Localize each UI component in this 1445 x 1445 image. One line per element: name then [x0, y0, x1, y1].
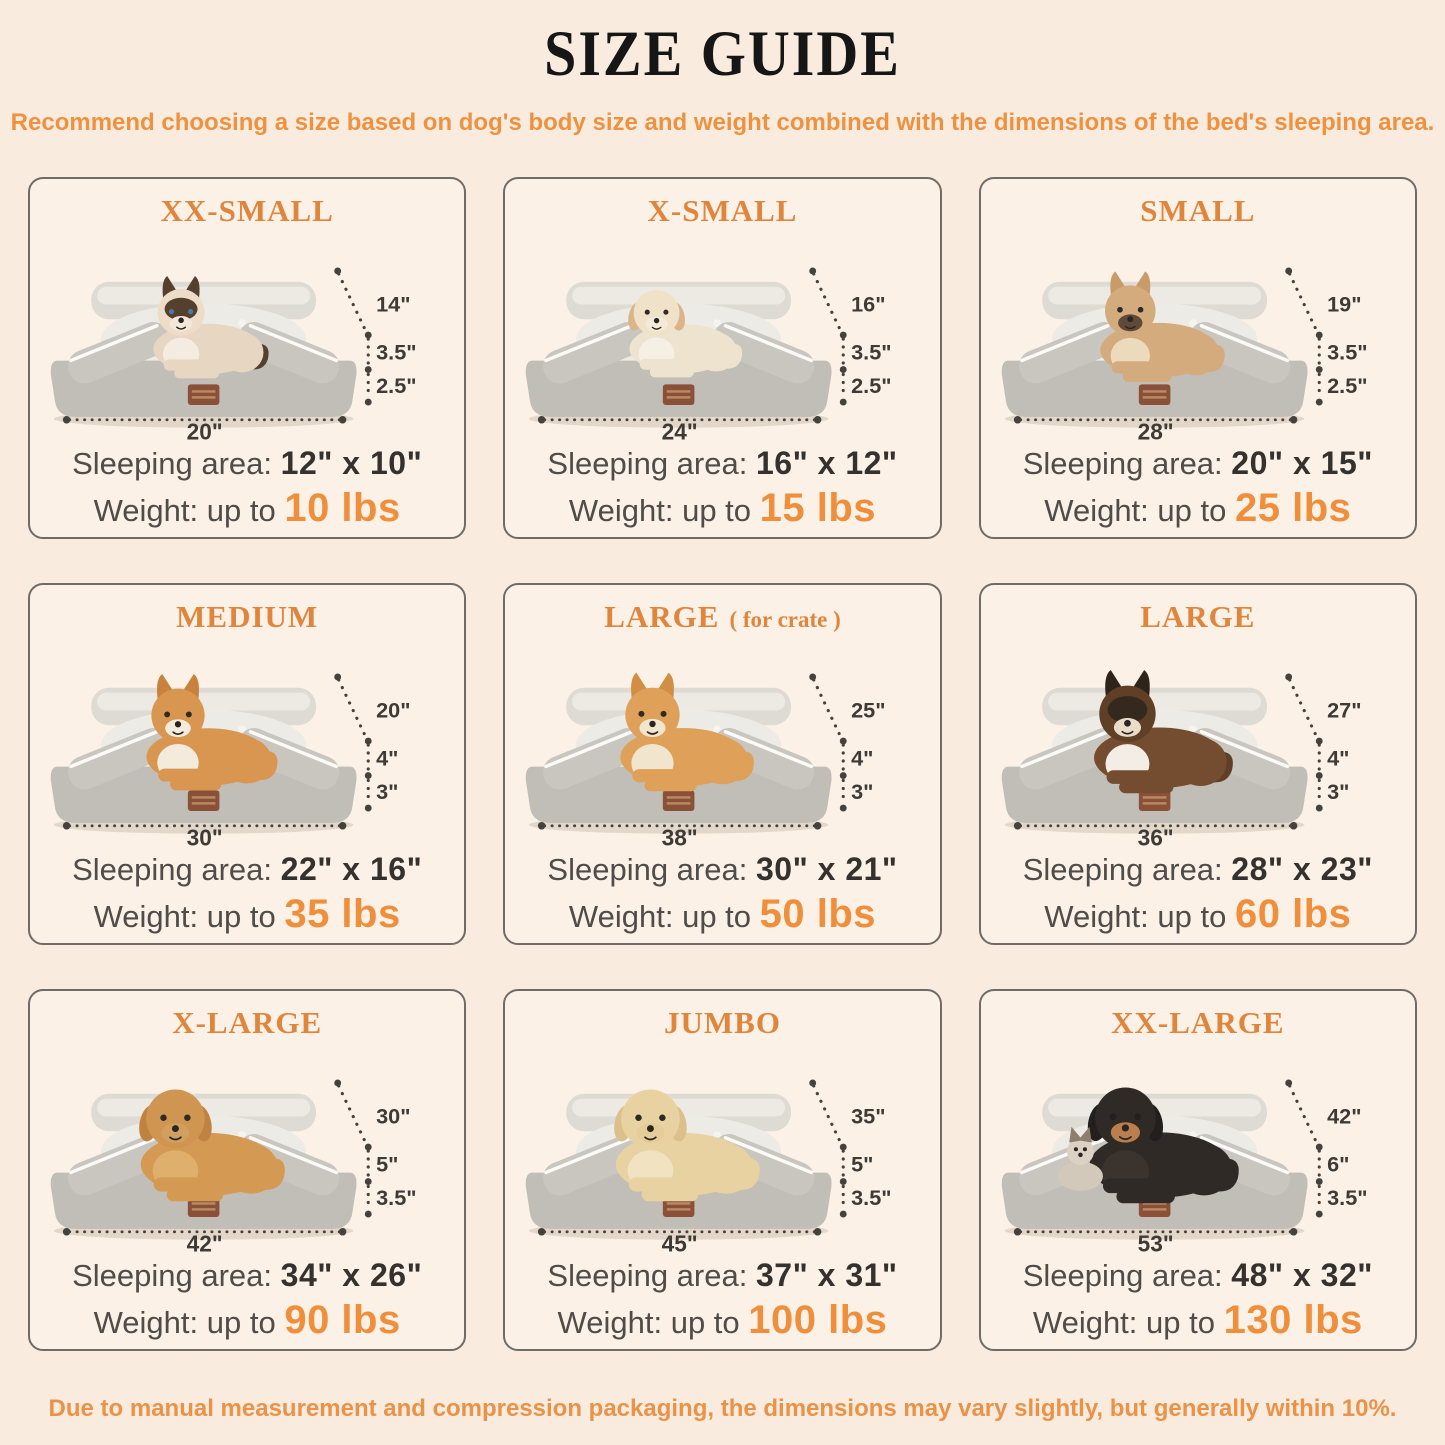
card-size-title — [664, 1005, 781, 1041]
weight-label: Weight: — [93, 899, 199, 934]
weight-label: Weight: — [568, 493, 674, 528]
sleeping-area-line — [547, 445, 897, 482]
bed-label-tag — [188, 384, 220, 405]
dim-label-width: 38" — [662, 824, 699, 849]
size-card-jumbo — [503, 989, 941, 1351]
weight-value: 130 lbs — [1223, 1298, 1363, 1342]
dim-label-lower-height: 3.5" — [376, 1185, 417, 1211]
bed-illustration — [40, 1043, 454, 1255]
card-size-title — [172, 1005, 322, 1041]
dim-label-width: 28" — [1137, 418, 1174, 443]
dim-label-diagonal: 16" — [851, 291, 887, 317]
size-grid — [28, 177, 1417, 1351]
dim-label-diagonal: 42" — [1326, 1103, 1362, 1129]
weight-label: Weight: — [557, 1305, 663, 1340]
weight-line — [569, 892, 876, 937]
bed-illustration — [991, 637, 1405, 849]
sleeping-area-value: 20" x 15" — [1231, 445, 1373, 481]
sleeping-area-line — [72, 1257, 422, 1294]
sleeping-area-line — [1023, 1257, 1373, 1294]
sleeping-area-value: 34" x 26" — [280, 1257, 423, 1293]
page-title: SIZE GUIDE — [544, 16, 901, 90]
weight-prefix: up to — [206, 1305, 276, 1340]
card-size-title — [1111, 1005, 1284, 1041]
weight-value: 90 lbs — [284, 1298, 401, 1342]
dim-label-diagonal: 27" — [1326, 697, 1362, 723]
card-size-title — [648, 193, 798, 229]
size-label: JUMBO — [664, 1005, 781, 1040]
card-size-title — [1140, 599, 1255, 635]
size-label: X-LARGE — [172, 1005, 323, 1040]
weight-line — [558, 1298, 888, 1343]
bed-label-tag — [663, 790, 695, 811]
weight-prefix: up to — [1146, 1305, 1215, 1340]
weight-line — [569, 486, 876, 531]
weight-value: 15 lbs — [759, 486, 877, 530]
bed-label-tag — [1139, 384, 1171, 405]
sleeping-area-value: 48" x 32" — [1231, 1257, 1373, 1293]
sleeping-area-value: 37" x 31" — [755, 1257, 898, 1293]
weight-prefix: up to — [670, 1305, 740, 1340]
sleeping-area-label: Sleeping area: — [72, 852, 273, 887]
weight-line — [94, 892, 401, 937]
weight-value: 50 lbs — [759, 892, 877, 936]
card-size-title — [1140, 193, 1255, 229]
weight-label: Weight: — [1044, 899, 1149, 934]
dim-label-lower-height: 3.5" — [851, 1185, 893, 1211]
dim-label-upper-height: 3.5" — [851, 339, 893, 365]
sleeping-area-label: Sleeping area: — [547, 1258, 748, 1293]
weight-prefix: up to — [1157, 899, 1227, 934]
dim-label-width: 20" — [186, 418, 223, 443]
weight-prefix: up to — [206, 899, 276, 934]
card-size-title — [160, 193, 333, 229]
sleeping-area-label: Sleeping area: — [1022, 1258, 1223, 1293]
size-label: X-SMALL — [647, 193, 798, 228]
dim-label-upper-height: 4" — [1326, 745, 1350, 771]
size-card-x-large — [28, 989, 466, 1351]
size-card-large — [979, 583, 1417, 945]
dim-label-lower-height: 2.5" — [1326, 373, 1368, 399]
weight-value: 10 lbs — [284, 486, 401, 530]
size-label: SMALL — [1140, 193, 1256, 228]
dim-label-upper-height: 4" — [376, 745, 399, 771]
weight-line — [1033, 1298, 1363, 1343]
card-size-title — [176, 599, 318, 635]
size-label: XX-SMALL — [160, 193, 334, 228]
size-note: ( for crate ) — [729, 607, 841, 632]
size-card-xx-large — [979, 989, 1417, 1351]
size-card-xx-small — [28, 177, 466, 539]
weight-prefix: up to — [682, 899, 752, 934]
weight-line — [1044, 486, 1351, 531]
weight-line — [94, 1298, 401, 1343]
weight-value: 60 lbs — [1235, 892, 1352, 936]
dim-label-upper-height: 6" — [1326, 1151, 1350, 1177]
sleeping-area-value: 28" x 23" — [1231, 851, 1373, 887]
bed-illustration — [40, 637, 454, 849]
dim-label-upper-height: 5" — [376, 1151, 399, 1177]
dim-label-lower-height: 3" — [376, 779, 399, 805]
sleeping-area-line — [547, 851, 897, 888]
sleeping-area-line — [72, 445, 422, 482]
dim-label-diagonal: 20" — [376, 697, 411, 723]
dim-label-upper-height: 3.5" — [376, 339, 417, 365]
card-size-title — [604, 599, 841, 635]
size-label: MEDIUM — [176, 599, 319, 634]
weight-line — [1044, 892, 1351, 937]
sleeping-area-label: Sleeping area: — [72, 446, 273, 481]
dim-label-width: 42" — [186, 1230, 223, 1255]
size-label: LARGE — [1140, 599, 1256, 634]
sleeping-area-line — [1023, 445, 1373, 482]
dim-label-upper-height: 5" — [851, 1151, 874, 1177]
weight-label: Weight: — [1032, 1305, 1138, 1340]
size-card-x-small — [503, 177, 941, 539]
sleeping-area-label: Sleeping area: — [547, 852, 748, 887]
dim-label-width: 53" — [1137, 1230, 1174, 1255]
dim-label-lower-height: 2.5" — [376, 373, 417, 399]
weight-label: Weight: — [1044, 493, 1149, 528]
weight-label: Weight: — [93, 1305, 199, 1340]
dim-label-lower-height: 2.5" — [851, 373, 893, 399]
dim-label-lower-height: 3.5" — [1326, 1185, 1368, 1211]
dim-label-diagonal: 19" — [1326, 291, 1362, 317]
page-subtitle: Recommend choosing a size based on dog's body size and weight combined with the dimensions of the bed's sleeping area. — [10, 109, 1435, 136]
sleeping-area-label: Sleeping area: — [1022, 446, 1223, 481]
dim-label-diagonal: 25" — [851, 697, 887, 723]
weight-prefix: up to — [1157, 493, 1227, 528]
weight-prefix: up to — [682, 493, 752, 528]
dim-label-width: 24" — [662, 418, 699, 443]
size-card-small — [979, 177, 1417, 539]
dim-label-lower-height: 3" — [851, 779, 874, 805]
weight-prefix: up to — [206, 493, 276, 528]
dim-label-diagonal: 35" — [851, 1103, 887, 1129]
bed-illustration — [515, 637, 929, 849]
bed-label-tag — [663, 384, 695, 405]
size-label: XX-LARGE — [1111, 1005, 1285, 1040]
weight-line — [94, 486, 401, 531]
weight-label: Weight: — [93, 493, 199, 528]
weight-value: 35 lbs — [284, 892, 401, 936]
dim-label-lower-height: 3" — [1326, 779, 1350, 805]
bed-illustration — [515, 231, 929, 443]
sleeping-area-value: 22" x 16" — [280, 851, 423, 887]
weight-label: Weight: — [568, 899, 674, 934]
sleeping-area-label: Sleeping area: — [72, 1258, 273, 1293]
sleeping-area-value: 12" x 10" — [280, 445, 423, 481]
size-card-large-crate — [503, 583, 941, 945]
sleeping-area-line — [547, 1257, 897, 1294]
sleeping-area-label: Sleeping area: — [1022, 852, 1223, 887]
sleeping-area-value: 30" x 21" — [755, 851, 898, 887]
bed-illustration — [515, 1043, 929, 1255]
bed-illustration — [991, 1043, 1405, 1255]
dim-label-upper-height: 3.5" — [1326, 339, 1368, 365]
weight-value: 100 lbs — [748, 1298, 888, 1342]
size-card-medium — [28, 583, 466, 945]
bed-illustration — [40, 231, 454, 443]
dim-label-width: 36" — [1137, 824, 1174, 849]
weight-value: 25 lbs — [1235, 486, 1352, 530]
sleeping-area-label: Sleeping area: — [547, 446, 748, 481]
dim-label-upper-height: 4" — [851, 745, 874, 771]
sleeping-area-line — [72, 851, 422, 888]
dim-label-diagonal: 14" — [376, 291, 411, 317]
bed-label-tag — [1139, 790, 1171, 811]
bed-label-tag — [188, 790, 220, 811]
sleeping-area-value: 16" x 12" — [755, 445, 898, 481]
sleeping-area-line — [1023, 851, 1373, 888]
dim-label-width: 45" — [662, 1230, 699, 1255]
dim-label-width: 30" — [186, 824, 223, 849]
size-label: LARGE — [604, 599, 720, 634]
dim-label-diagonal: 30" — [376, 1103, 411, 1129]
bed-illustration — [991, 231, 1405, 443]
disclaimer-text: Due to manual measurement and compression packaging, the dimensions may vary slightly, but generally within 10%. — [48, 1395, 1397, 1422]
